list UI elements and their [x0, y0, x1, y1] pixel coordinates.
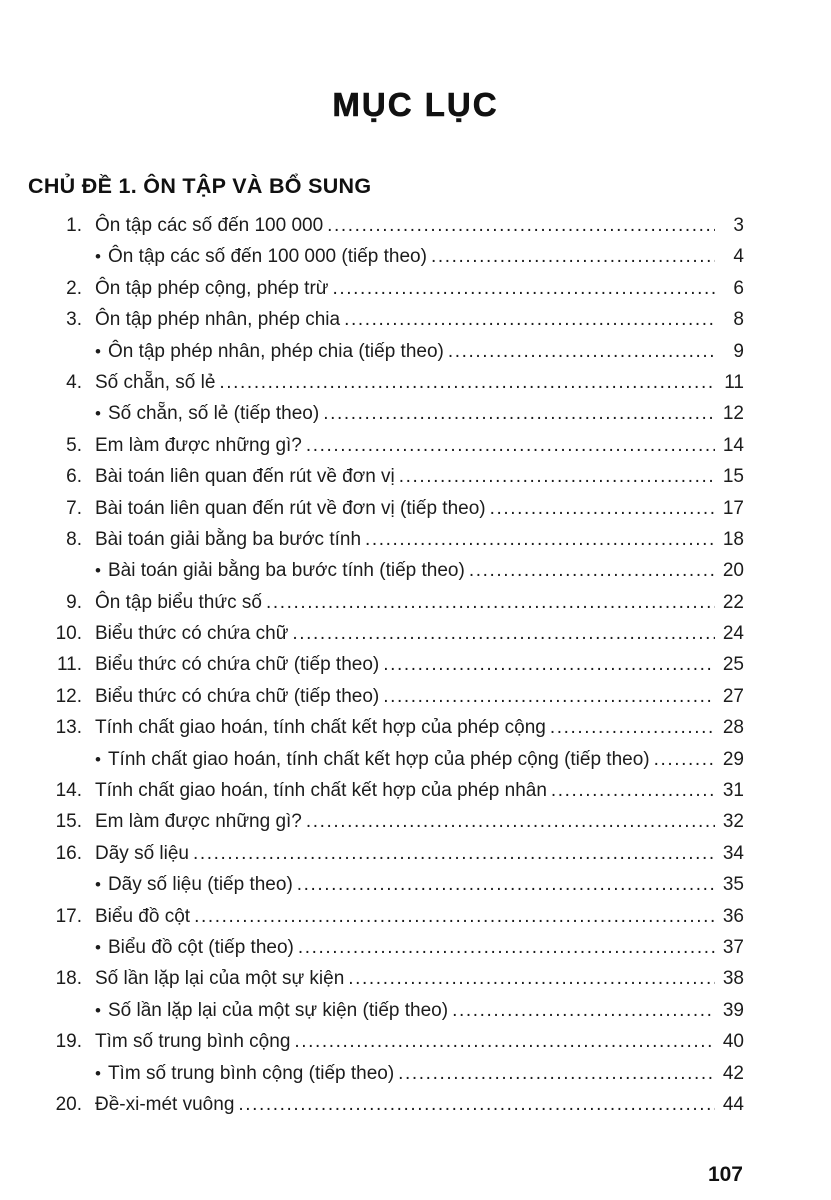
section-heading: CHỦ ĐỀ 1. ÔN TẬP VÀ BỔ SUNG [28, 174, 372, 198]
bullet-icon: • [95, 247, 101, 267]
toc-entry [28, 466, 744, 497]
entry-page-number: 36 [722, 905, 744, 927]
entry-page-number: 35 [722, 874, 744, 896]
entry-label: Tính chất giao hoán, tính chất kết hợp của phép nhân [95, 780, 547, 802]
toc-entry [28, 246, 744, 277]
bullet-icon: • [95, 875, 101, 895]
page-title: MỤC LỤC [332, 86, 499, 123]
entry-label: Biểu đồ cột [95, 905, 191, 927]
dot-leader [490, 498, 715, 520]
toc-content [28, 174, 744, 1125]
entry-number: 20. [55, 1093, 82, 1115]
entry-page-number: 20 [722, 560, 744, 582]
entry-page-number: 40 [722, 1031, 744, 1053]
entry-number: 15. [55, 811, 82, 833]
dot-leader [383, 686, 715, 708]
entry-page-number: 25 [722, 654, 744, 676]
bullet-icon: • [95, 1000, 101, 1020]
entry-number: 9. [66, 591, 82, 613]
entry-page-number: 22 [722, 591, 744, 613]
toc-entry [28, 372, 744, 403]
toc-entry [28, 749, 744, 780]
entry-number: 18. [55, 968, 82, 990]
entry-page-number: 17 [722, 497, 744, 519]
entry-page-number: 8 [733, 309, 744, 331]
dot-leader [294, 1031, 715, 1053]
dot-leader [306, 435, 715, 457]
entry-label: Bài toán giải bằng ba bước tính [95, 528, 362, 550]
dot-leader [298, 937, 715, 959]
entry-label: Tìm số trung bình cộng (tiếp theo) [107, 1062, 395, 1084]
entry-number: 10. [55, 623, 82, 645]
entry-page-number: 32 [722, 811, 744, 833]
entry-number: 6. [66, 466, 82, 488]
dot-leader [398, 1063, 715, 1085]
entry-page-number: 42 [722, 1062, 744, 1084]
dot-leader [550, 717, 715, 739]
toc-entry [28, 906, 744, 937]
toc-entry [28, 435, 744, 466]
entry-label: Số lần lặp lại của một sự kiện (tiếp theo) [107, 999, 449, 1021]
entry-label: Bài toán giải bằng ba bước tính (tiếp theo) [107, 560, 465, 582]
bullet-icon: • [95, 561, 101, 581]
entry-page-number: 27 [722, 685, 744, 707]
entry-number: 14. [55, 780, 82, 802]
entry-number: 16. [55, 842, 82, 864]
bullet-icon: • [95, 749, 101, 769]
dot-leader [333, 278, 716, 300]
entry-label: Số chẵn, số lẻ (tiếp theo) [107, 403, 320, 425]
entry-label: Biểu thức có chứa chữ (tiếp theo) [95, 654, 380, 676]
toc-entry [28, 498, 744, 529]
entry-number: 12. [55, 685, 82, 707]
entry-label: Tìm số trung bình cộng [95, 1031, 291, 1053]
bullet-icon: • [95, 1063, 101, 1083]
dot-leader [383, 654, 715, 676]
bullet-icon: • [95, 937, 101, 957]
entry-label: Biểu thức có chứa chữ [95, 623, 289, 645]
entry-label: Số chẵn, số lẻ [95, 371, 216, 393]
dot-leader [238, 1094, 715, 1116]
toc-entry [28, 1031, 744, 1062]
entry-label: Tính chất giao hoán, tính chất kết hợp của phép cộng (tiếp theo) [107, 748, 650, 770]
dot-leader [344, 309, 715, 331]
entry-page-number: 39 [722, 999, 744, 1021]
entry-page-number: 12 [722, 403, 744, 425]
entry-label: Ôn tập các số đến 100 000 (tiếp theo) [107, 246, 427, 268]
entry-label: Đề-xi-mét vuông [95, 1093, 235, 1115]
toc-entry [28, 341, 744, 372]
toc-entry [28, 654, 744, 685]
entry-number: 7. [66, 497, 82, 519]
dot-leader [323, 403, 715, 425]
dot-leader [452, 1000, 715, 1022]
entry-label: Ôn tập phép nhân, phép chia (tiếp theo) [107, 340, 444, 362]
toc-entry [28, 529, 744, 560]
entry-label: Biểu thức có chứa chữ (tiếp theo) [95, 685, 380, 707]
toc-entry [28, 811, 744, 842]
entry-label: Ôn tập phép nhân, phép chia [95, 309, 341, 331]
entry-number: 17. [55, 905, 82, 927]
dot-leader [327, 215, 715, 237]
entry-label: Dãy số liệu (tiếp theo) [107, 874, 293, 896]
entry-label: Em làm được những gì? [95, 434, 302, 456]
dot-leader [219, 372, 715, 394]
toc-entry [28, 215, 744, 246]
entry-page-number: 44 [722, 1093, 744, 1115]
entry-page-number: 4 [733, 246, 744, 268]
entry-number: 5. [66, 434, 82, 456]
entry-page-number: 9 [733, 340, 744, 362]
toc-entry [28, 278, 744, 309]
dot-leader [194, 906, 715, 928]
entry-page-number: 18 [722, 528, 744, 550]
entry-label: Ôn tập các số đến 100 000 [95, 215, 324, 236]
entry-page-number: 34 [722, 842, 744, 864]
entry-page-number: 6 [733, 277, 744, 299]
entry-label: Ôn tập phép cộng, phép trừ [95, 277, 329, 299]
entry-number: 8. [66, 528, 82, 550]
toc-entry [28, 403, 744, 434]
toc-entry [28, 780, 744, 811]
entry-page-number: 14 [722, 434, 744, 456]
entry-number: 2. [66, 277, 82, 299]
entry-label: Biểu đồ cột (tiếp theo) [107, 936, 294, 958]
dot-leader [297, 874, 715, 896]
toc-entry [28, 623, 744, 654]
entry-label: Em làm được những gì? [95, 811, 302, 833]
dot-leader [365, 529, 715, 551]
dot-leader [306, 811, 715, 833]
dot-leader [292, 623, 715, 645]
bullet-icon: • [95, 404, 101, 424]
dot-leader [266, 592, 715, 614]
entry-label: Dãy số liệu [95, 842, 189, 864]
entry-number: 3. [66, 309, 82, 331]
toc-entry [28, 686, 744, 717]
toc-entry [28, 1063, 744, 1094]
entry-page-number: 3 [733, 215, 744, 236]
entry-page-number: 37 [722, 936, 744, 958]
entry-label: Ôn tập biểu thức số [95, 591, 262, 613]
entry-page-number: 31 [722, 780, 744, 802]
bullet-icon: • [95, 341, 101, 361]
entry-number: 13. [55, 717, 82, 739]
entry-page-number: 11 [724, 371, 744, 393]
entry-page-number: 29 [722, 748, 744, 770]
entry-page-number: 38 [722, 968, 744, 990]
entry-number: 19. [55, 1031, 82, 1053]
entry-page-number: 28 [722, 717, 744, 739]
toc-entry [28, 937, 744, 968]
entry-label: Số lần lặp lại của một sự kiện [95, 968, 345, 990]
dot-leader [469, 560, 715, 582]
dot-leader [448, 341, 715, 363]
entry-label: Bài toán liên quan đến rút về đơn vị (tiếp theo) [95, 497, 486, 519]
toc-entry [28, 874, 744, 905]
dot-leader [654, 749, 715, 771]
toc-entry [28, 592, 744, 623]
toc-entry [28, 717, 744, 748]
toc-entry [28, 1000, 744, 1031]
dot-leader [399, 466, 715, 488]
dot-leader [348, 968, 715, 990]
toc-entry [28, 843, 744, 874]
dot-leader [431, 246, 715, 268]
toc-list [28, 215, 744, 1125]
dot-leader [551, 780, 715, 802]
entry-label: Tính chất giao hoán, tính chất kết hợp của phép cộng [95, 717, 546, 739]
toc-entry [28, 560, 744, 591]
entry-number: 4. [66, 371, 82, 393]
entry-number: 11. [56, 654, 82, 676]
toc-entry [28, 309, 744, 340]
toc-entry [28, 968, 744, 999]
entry-number: 1. [66, 215, 82, 236]
footer-page-number: 107 [707, 1163, 743, 1186]
toc-entry [28, 1094, 744, 1125]
entry-page-number: 15 [722, 466, 744, 488]
dot-leader [193, 843, 715, 865]
entry-page-number: 24 [722, 623, 744, 645]
entry-label: Bài toán liên quan đến rút về đơn vị [95, 466, 395, 488]
